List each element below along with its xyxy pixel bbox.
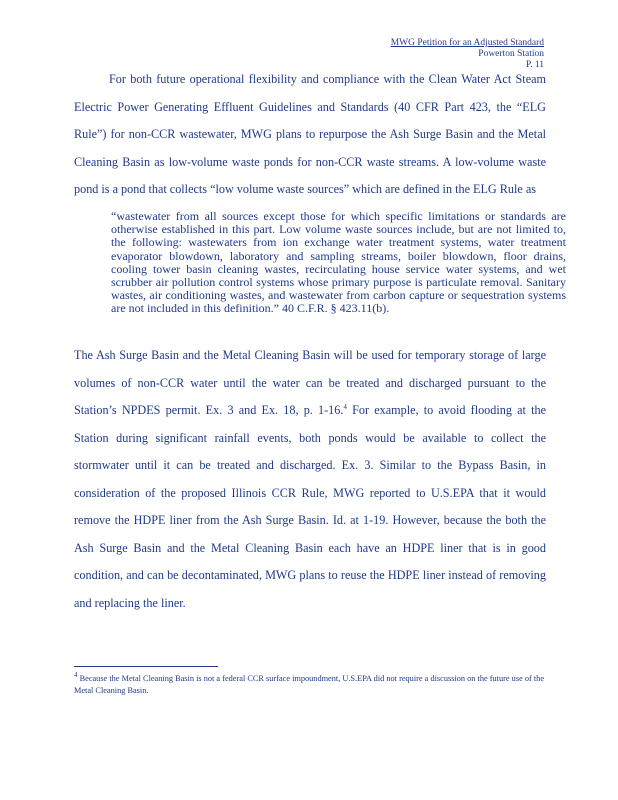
- body-paragraph-1: [74, 66, 546, 204]
- footnote-divider: [74, 666, 218, 667]
- paragraph-1-text: For both future operational flexibility and compliance with the Clean Water Act Steam Electric Power Generating Effluent Guidelines and Standards (40 CFR Part 423, the “ELG Rule”) for non-CCR wastewater, MWG plans to repurpose the Ash Surge Basin and the Metal Cleaning Basin as low-volume waste ponds for non-CCR waste streams. A low-volume waste pond is a pond that collects “low volume waste sources” which are defined in the ELG Rule as: [74, 72, 546, 196]
- header-page-number: P. 11: [525, 60, 544, 70]
- header-station: Powerton Station: [478, 49, 544, 59]
- paragraph-2-text-b: For example, to avoid flooding at the Station during significant rainfall events, both ponds would be available to collect the stormwater until it can be treated and discharged. Ex. 3. Similar to the Bypass Basin, in consideration of the proposed Illinois CCR Rule, MWG reported to U.S.EPA that it would remove the HDPE liner from the Ash Surge Basin. Id. at 1-19. However, because the both the Ash Surge Basin and the Metal Cleaning Basin each have an HDPE liner that is in good condition, and can be decontaminated, MWG plans to reuse the HDPE liner instead of removing and replacing the liner.: [74, 403, 546, 610]
- footnote: [74, 673, 544, 696]
- footnote-ref[interactable]: 4: [343, 402, 347, 411]
- block-quote: “wastewater from all sources except those for which specific limitations or standards are otherwise established in this part. Low volume waste sources include, but are not limited to, the following: wastewaters from ion exchange water treatment systems, water treatment evaporator blowdown, laboratory and sampling streams, boiler blowdown, floor drains, cooling tower basin cleaning wastes, recirculating house service water systems, and wet scrubber air pollution control systems whose primary purpose is particulate removal. Sanitary wastes, air conditioning wastes, and wastewater from carbon capture or sequestration systems are not included in this definition.” 40 C.F.R. § 423.11(b).: [111, 209, 566, 316]
- footnote-number: 4: [74, 671, 78, 680]
- header-title: MWG Petition for an Adjusted Standard: [390, 38, 544, 48]
- paragraph-2-text-a: The Ash Surge Basin and the Metal Cleaning Basin will be used for temporary storage of large volumes of non-CCR water until the water can be treated and discharged pursuant to the Station’s NPDES permit. Ex. 3 and Ex. 18, p. 1-16.: [74, 348, 546, 417]
- body-paragraph-2: [74, 342, 546, 617]
- footnote-text: Because the Metal Cleaning Basin is not a federal CCR surface impoundment, U.S.EPA did not require a discussion on the future use of the Metal Cleaning Basin.: [74, 674, 544, 695]
